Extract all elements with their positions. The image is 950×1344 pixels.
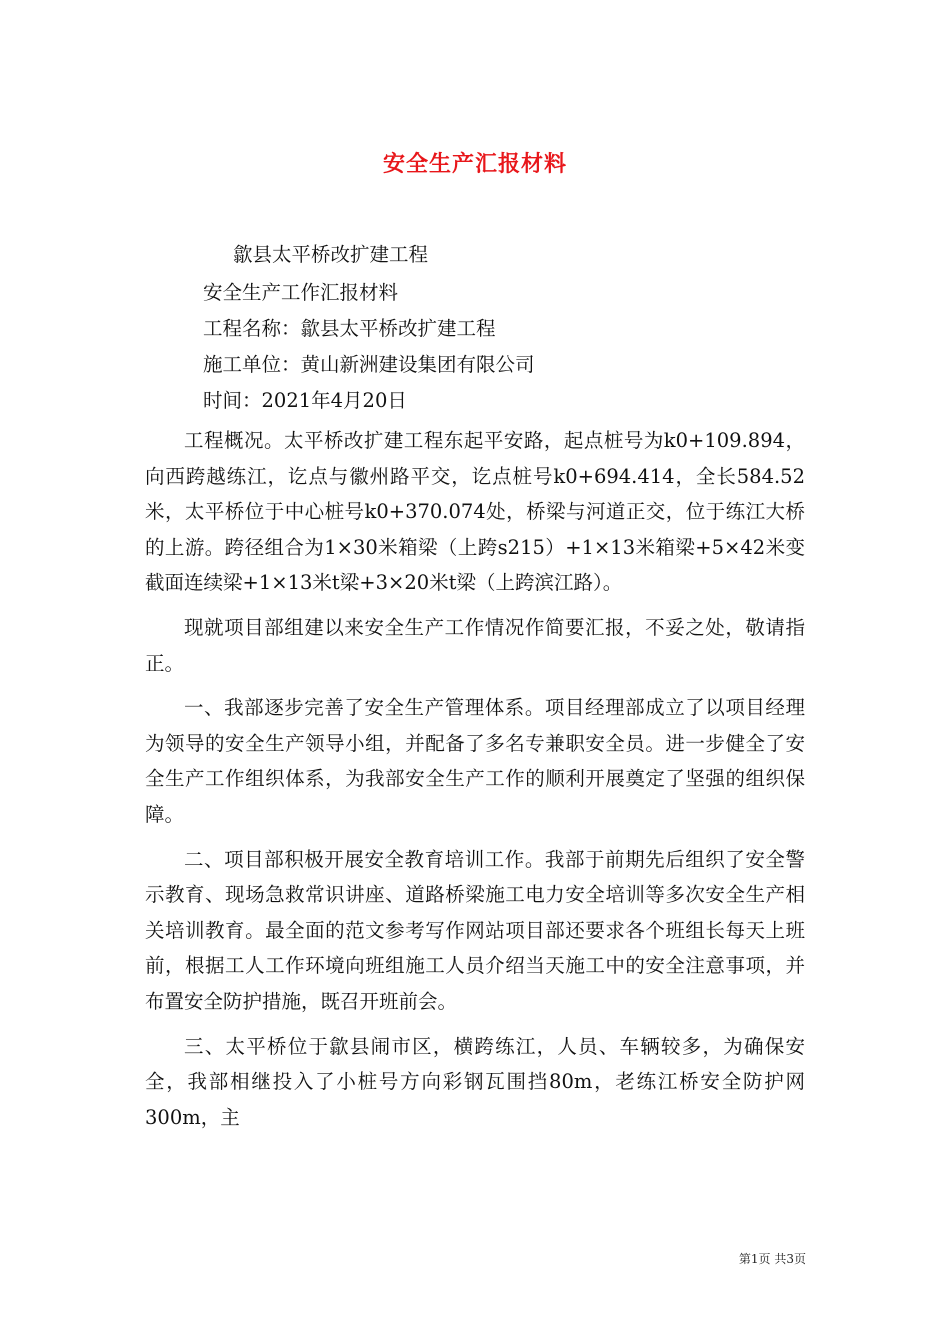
report-title: 安全生产工作汇报材料: [203, 281, 399, 304]
paragraph-overview: 工程概况。太平桥改扩建工程东起平安路，起点桩号为k0+109.894，向西跨越练江，讫点与徽州路平交，讫点桩号k0+694.414，全长584.52米，太平桥位于中心桩号k0+370.074处，桥梁与河道正交，位于练江大桥的上游。跨径组合为1×30米箱梁（上跨s215）+1×13米箱梁+5×42米变截面连续梁+1×13米t梁+3×20米t梁（上跨滨江路）。: [145, 429, 805, 595]
project-name-line: 工程名称：歙县太平桥改扩建工程: [203, 317, 496, 340]
paragraph-training: 二、项目部积极开展安全教育培训工作。我部于前期先后组织了安全警示教育、现场急救常识讲座、道路桥梁施工电力安全培训等多次安全生产相关培训教育。最全面的范文参考写作网站项目部还要求各个班组长每天上班前，根据工人工作环境向班组施工人员介绍当天施工中的安全注意事项，并布置安全防护措施，既召开班前会。: [145, 847, 805, 1013]
project-heading: 歙县太平桥改扩建工程: [233, 243, 429, 266]
paragraph-protection: 三、太平桥位于歙县闹市区，横跨练江，人员、车辆较多，为确保安全，我部相继投入了小桩号方向彩钢瓦围挡80m，老练江桥安全防护网300m，主: [145, 1034, 805, 1129]
date-line: 时间：2021年4月20日: [203, 389, 407, 412]
report-body: [145, 423, 805, 1144]
page-title: 安全生产汇报材料: [382, 150, 567, 177]
paragraph-management-system: 一、我部逐步完善了安全生产管理体系。项目经理部成立了以项目经理为领导的安全生产领导小组，并配备了多名专兼职安全员。进一步健全了安全生产工作组织体系，为我部安全生产工作的顺利开展奠定了坚强的组织保障。: [145, 696, 805, 826]
paragraph-intro: 现就项目部组建以来安全生产工作情况作简要汇报，不妥之处，敬请指正。: [145, 615, 805, 675]
contractor-line: 施工单位：黄山新洲建设集团有限公司: [203, 353, 535, 376]
page-number: 第1页 共3页: [738, 1252, 806, 1266]
